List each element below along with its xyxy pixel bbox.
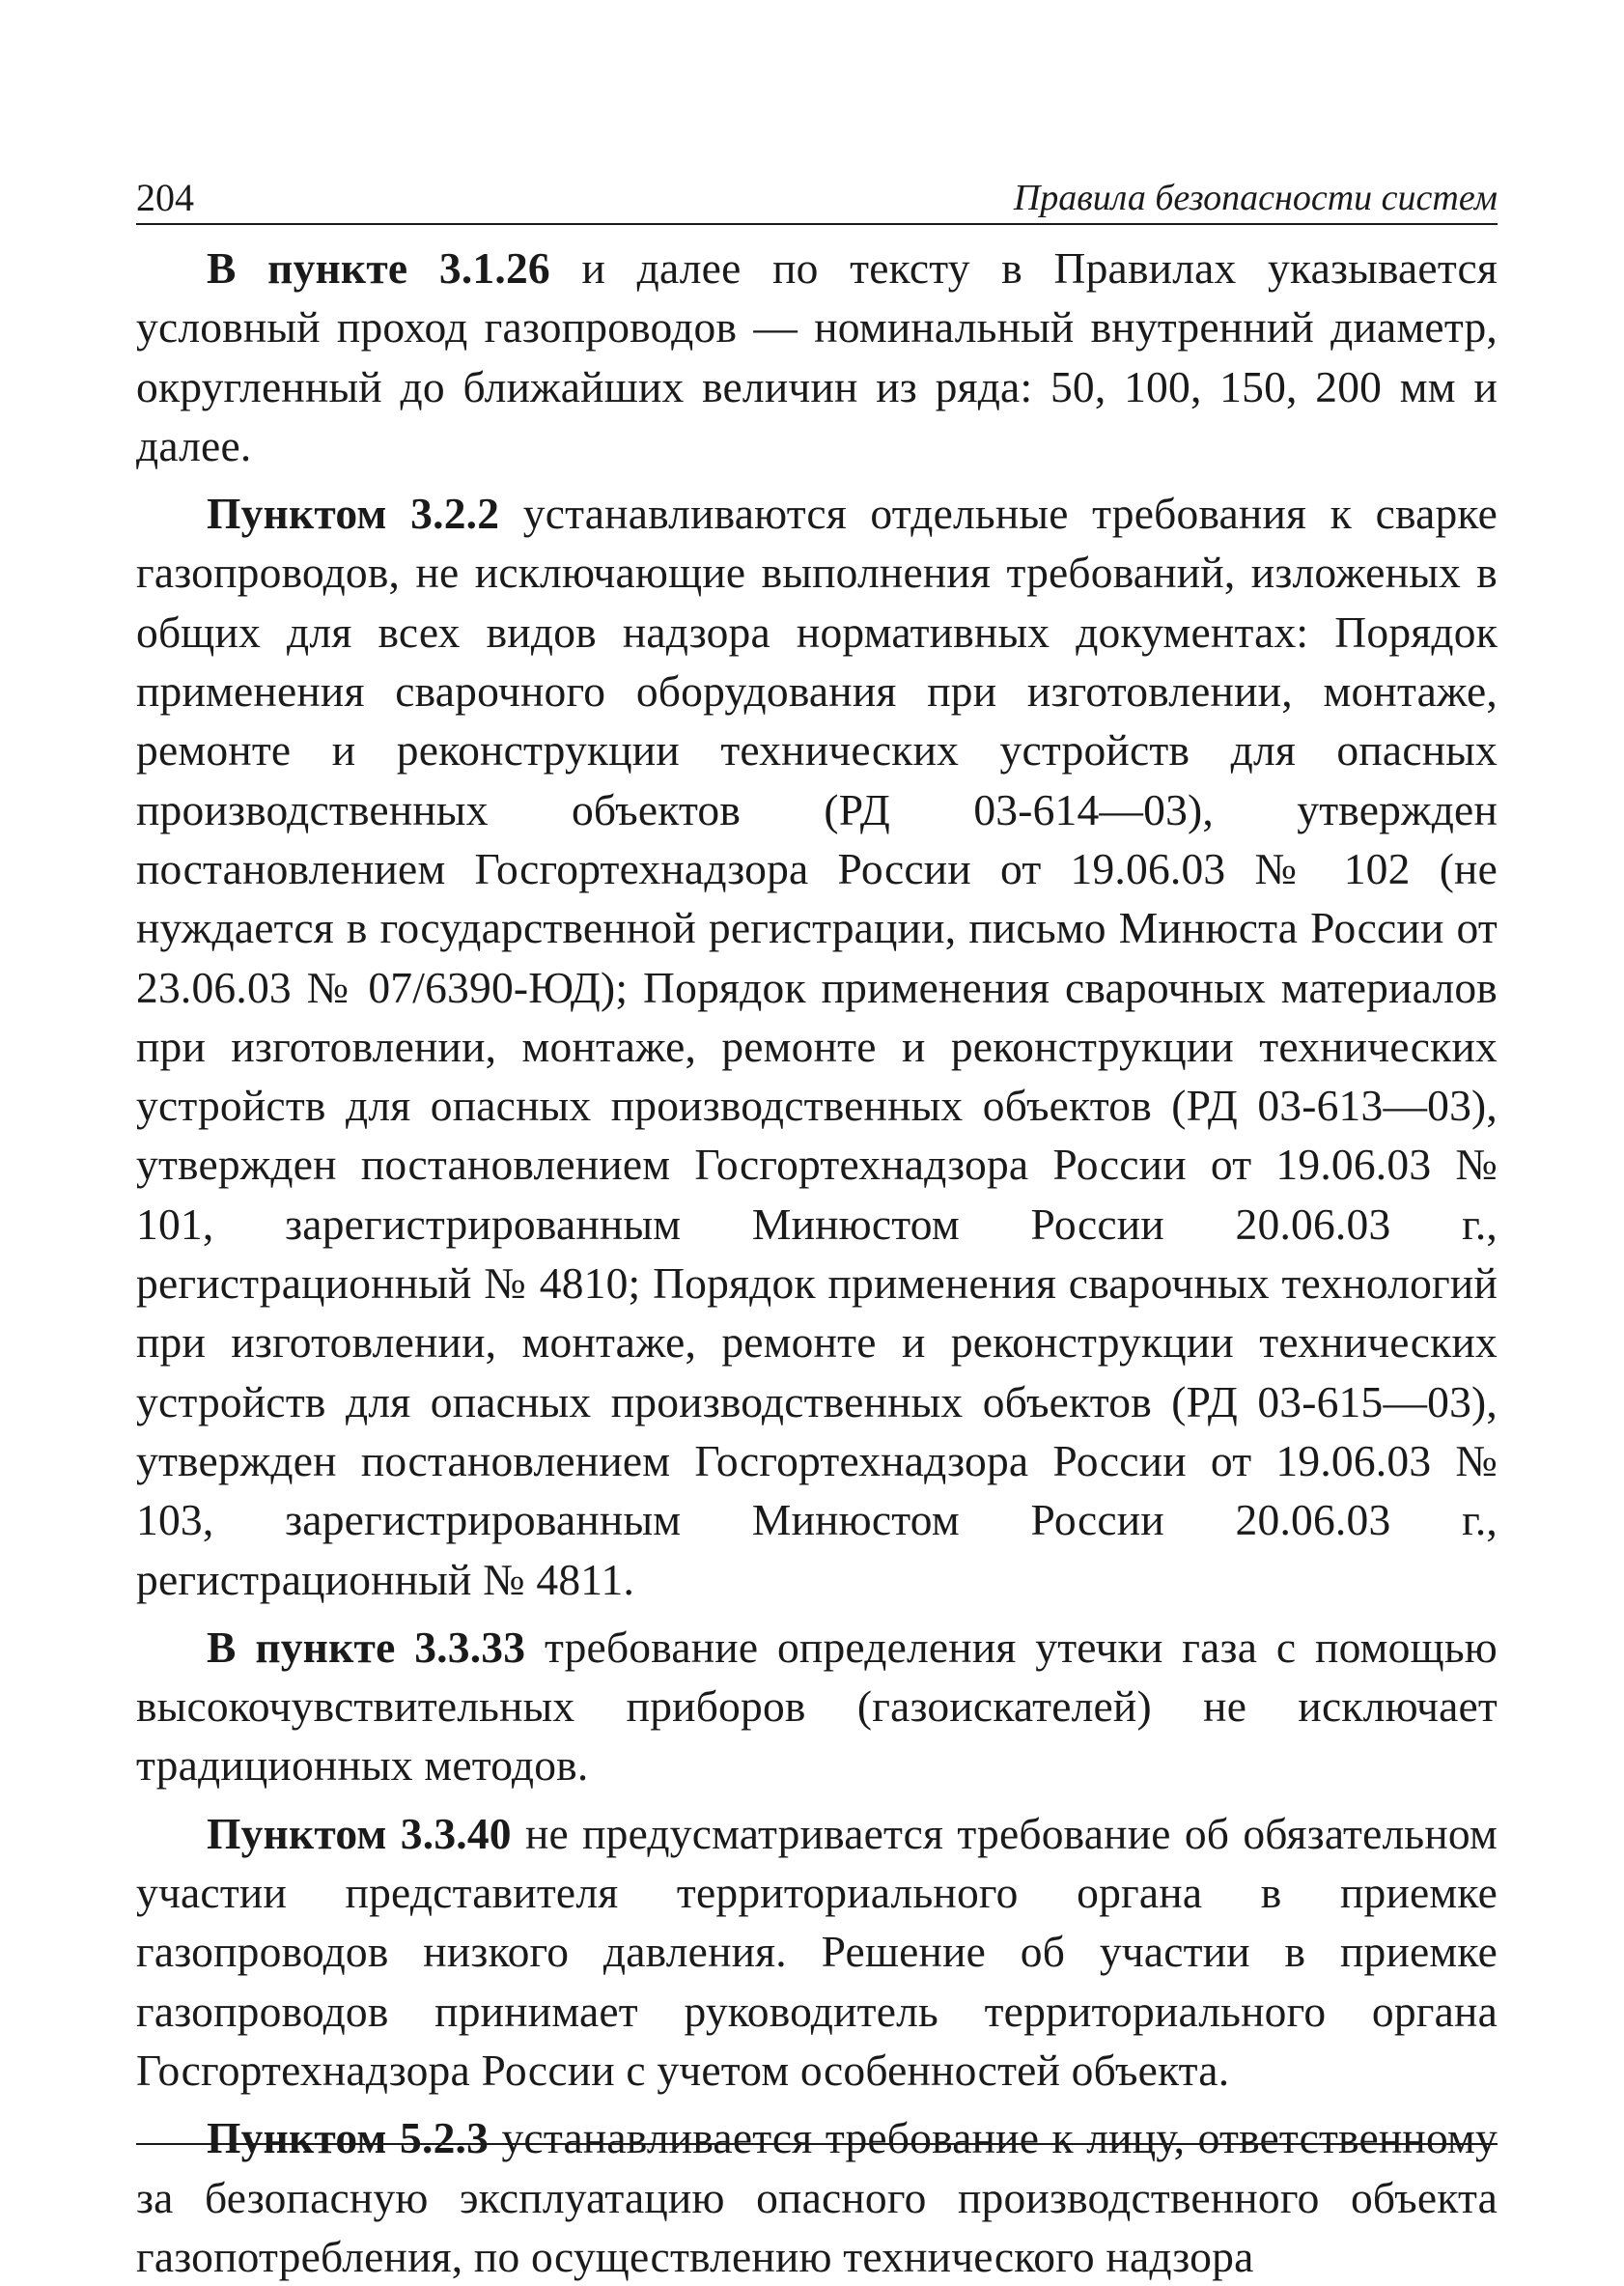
running-title: Правила безопасности систем [1013,178,1498,218]
paragraph-5-2-3 [136,2108,1498,2286]
paragraph-text: устанавливается требование к лицу, ответственному за безопасную эксплуатацию опасного производственного объекта газопотребления, по осуществлению технического надзора [136,2113,1498,2281]
footer-rule [136,2143,1498,2145]
paragraph-lead: Пунктом 3.2.2 [207,489,500,539]
paragraph-3-2-2 [136,484,1498,1609]
paragraph-lead: В пункте 3.1.26 [207,243,550,293]
running-header [136,169,1498,225]
book-page [136,169,1498,2281]
paragraph-lead: Пунктом 3.3.40 [207,1808,512,1858]
page-number: 204 [136,176,194,219]
paragraph-3-1-26 [136,239,1498,475]
paragraph-lead: В пункте 3.3.33 [207,1622,526,1672]
paragraph-lead: Пунктом 5.2.3 [207,2113,490,2163]
paragraph-3-3-33 [136,1618,1498,1795]
paragraph-text: требование определения утечки газа с помощью высокочувствительных приборов (газоискателей) не исключает традиционных методов. [136,1622,1498,1791]
paragraph-text: не предусматривается требование об обязательном участии представителя территориального органа в приемке газопроводов низкого давления. Решение об участии в приемке газопроводов принимает руководитель территориального органа Госгортехнадзора России с учетом особенностей объекта. [136,1808,1498,2095]
paragraph-text: устанавливаются отдельные требования к сварке газопроводов, не исключающие выполнения требований, изложеных в общих для всех видов надзора нормативных документах: Порядок применения сварочного оборудования при изготовлении, монтаже, ремонте и реконструкции технических устройств для опасных производственных объектов (РД 03-614—03), утвержден постановлением Госгортехнадзора России от 19.06.03 № 102 (не нуждается в государственной регистрации, письмо Минюста России от 23.06.03 № 07/6390-ЮД); Порядок применения сварочных материалов при изготовлении, монтаже, ремонте и реконструкции технических устройств для опасных производственных объектов (РД 03-613—03), утвержден постановлением Госгортехнадзора России от 19.06.03 № 101, зарегистрированным Минюстом России 20.06.03 г., регистрационный № 4810; Порядок применения сварочных технологий при изготовлении, монтаже, ремонте и реконструкции технических устройств для опасных производственных объектов (РД 03-615—03), утвержден постановлением Госгортехнадзора России от 19.06.03 № 103, зарегистрированным Минюстом России 20.06.03 г., регистрационный № 4811. [136,489,1498,1604]
paragraph-text: и далее по тексту в Правилах указывается условный проход газопроводов — номинальный внутренний диаметр, округленный до ближайших величин из ряда: 50, 100, 150, 200 мм и далее. [136,243,1498,470]
body-text [136,239,1498,2286]
paragraph-3-3-40 [136,1804,1498,2100]
